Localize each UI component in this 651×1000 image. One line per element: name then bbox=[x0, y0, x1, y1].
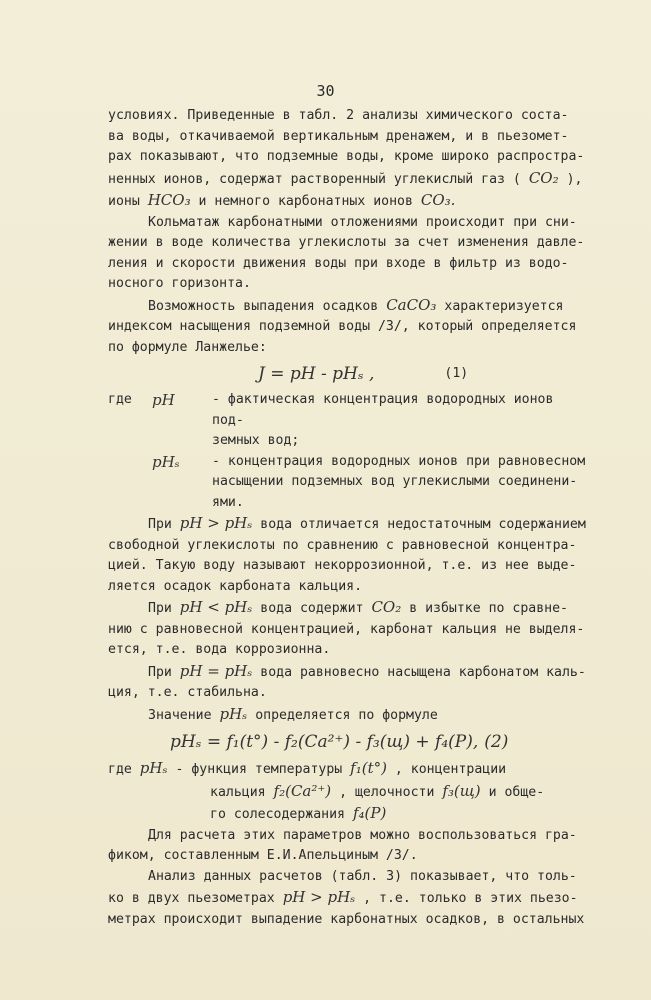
handwritten-formula: CaCO₃ bbox=[386, 295, 437, 314]
text-line: и немного карбонатных ионов bbox=[198, 194, 413, 209]
handwritten-formula: pH > pHₛ bbox=[282, 888, 356, 906]
paragraph-5 bbox=[108, 597, 588, 661]
text-line: ления и скорости движения воды при входе в фильтр из водо- bbox=[108, 255, 569, 271]
text-line: ция, т.е. стабильна. bbox=[108, 685, 267, 700]
handwritten-formula: f₁(t°) bbox=[350, 759, 387, 777]
definition-term: pHₛ bbox=[152, 452, 180, 471]
paragraph-2 bbox=[108, 213, 588, 295]
paragraph-6 bbox=[108, 661, 588, 704]
handwritten-formula: pH = pHₛ bbox=[179, 661, 253, 680]
text-line: Анализ данных расчетов (табл. 3) показывает, что толь- bbox=[148, 868, 577, 884]
text-line: ионы bbox=[108, 194, 140, 209]
handwritten-formula: pHₛ bbox=[219, 704, 248, 723]
text-line: При bbox=[148, 601, 172, 616]
handwritten-formula: pH < pHₛ bbox=[179, 598, 253, 616]
text-line: ненных ионов, содержат растворенный углекислый газ ( bbox=[108, 171, 521, 187]
handwritten-formula: CO₂ bbox=[371, 598, 402, 616]
text-line: кальция bbox=[210, 784, 266, 800]
text-line: характеризуется bbox=[444, 298, 564, 314]
text-line: фиком, составленным Е.И.Апельциным /3/. bbox=[108, 848, 418, 863]
text-line: , щелочности bbox=[339, 784, 435, 800]
handwritten-formula: f₄(P) bbox=[352, 804, 387, 822]
text-line: , т.е. только в этих пьезо- bbox=[363, 891, 578, 906]
formula-number: (1) bbox=[444, 365, 469, 381]
text-line: ко в двух пьезометрах bbox=[108, 891, 275, 906]
definitions-2 bbox=[108, 758, 588, 826]
text-line: ется, т.е. вода коррозионна. bbox=[108, 642, 331, 657]
formula-expression: J = pH - pHₛ , bbox=[258, 363, 375, 384]
text-line: - функция температуры bbox=[175, 762, 343, 777]
formula-2 bbox=[108, 726, 588, 758]
paragraph-9 bbox=[108, 867, 588, 931]
paragraph-8 bbox=[108, 826, 588, 867]
text-line: ва воды, откачиваемой вертикальным дренажем, и в пьезомет- bbox=[108, 128, 569, 144]
definition-text: земных вод; bbox=[212, 433, 300, 448]
definition-term: pHₛ bbox=[139, 759, 168, 777]
formula-number: (2) bbox=[484, 731, 509, 752]
text-line: Возможность выпадения осадков bbox=[148, 298, 379, 314]
text-line: в избытке по сравне- bbox=[409, 601, 568, 616]
text-line: Значение bbox=[148, 707, 212, 723]
text-line: вода отличается недостаточным содержанием bbox=[260, 517, 586, 532]
text-line: го солесодержания bbox=[210, 807, 345, 822]
definition-text: - фактическая концентрация водородных ионов под- bbox=[212, 392, 554, 428]
text-line: свободной углекислоты по сравнению с равновесной концентра- bbox=[108, 537, 577, 553]
document-body bbox=[108, 106, 588, 930]
definition-text: ями. bbox=[212, 494, 244, 510]
text-line: рах показывают, что подземные воды, кроме широко распростра- bbox=[108, 149, 585, 164]
text-line: ляется осадок карбоната кальция. bbox=[108, 578, 363, 594]
handwritten-formula: f₃(щ) bbox=[442, 781, 481, 800]
text-line: При bbox=[148, 664, 172, 680]
paragraph-3 bbox=[108, 295, 588, 359]
page-number: 30 bbox=[316, 82, 335, 100]
text-line: вода содержит bbox=[260, 601, 364, 616]
handwritten-formula: CO₂ bbox=[528, 168, 559, 187]
handwritten-formula: pH > pHₛ bbox=[179, 514, 253, 532]
paragraph-7 bbox=[108, 704, 588, 727]
text-line: условиях. Приведенные в табл. 2 анализы химического соста- bbox=[108, 108, 569, 123]
formula-expression: pHₛ = f₁(t°) - f₂(Ca²⁺) - f₃(щ) + f₄(P), bbox=[170, 731, 479, 752]
text-line: по формуле Ланжелье: bbox=[108, 339, 267, 355]
text-line: жении в воде количества углекислоты за счет изменения давле- bbox=[108, 235, 585, 250]
where-label: где bbox=[108, 392, 132, 407]
handwritten-formula: HCO₃ bbox=[147, 191, 191, 209]
text-line: Для расчета этих параметров можно воспользоваться гра- bbox=[148, 827, 577, 843]
text-line: вода равновесно насыщена карбонатом каль- bbox=[260, 664, 586, 680]
text-line: метрах происходит выпадение карбонатных осадков, в остальных bbox=[108, 911, 585, 927]
text-line: ), bbox=[566, 171, 583, 187]
formula-1 bbox=[108, 358, 588, 390]
text-line: Кольматаж карбонатными отложениями происходит при сни- bbox=[148, 214, 577, 230]
definition-text: насыщении подземных вод углекислыми соединени- bbox=[212, 474, 578, 489]
text-line: цией. Такую воду называют некоррозионной, т.е. из нее выде- bbox=[108, 558, 577, 573]
text-line: носного горизонта. bbox=[108, 276, 251, 291]
text-line: определяется по формуле bbox=[255, 707, 438, 723]
handwritten-formula: f₂(Ca²⁺) bbox=[273, 781, 332, 800]
text-line: нию с равновесной концентрацией, карбонат кальция не выделя- bbox=[108, 621, 585, 637]
text-line: , концентрации bbox=[394, 762, 507, 777]
definition-term: pH bbox=[152, 391, 175, 409]
paragraph-4 bbox=[108, 513, 588, 597]
definition-text: - концентрация водородных ионов при равновесном bbox=[212, 453, 586, 469]
where-label: где bbox=[108, 762, 132, 777]
text-line: индексом насыщения подземной воды /3/, который определяется bbox=[108, 319, 577, 334]
handwritten-formula: CO₃. bbox=[420, 191, 456, 209]
paragraph-1 bbox=[108, 106, 588, 213]
text-line: и обще- bbox=[488, 784, 545, 800]
definitions-1 bbox=[108, 390, 588, 513]
text-line: При bbox=[148, 517, 172, 532]
